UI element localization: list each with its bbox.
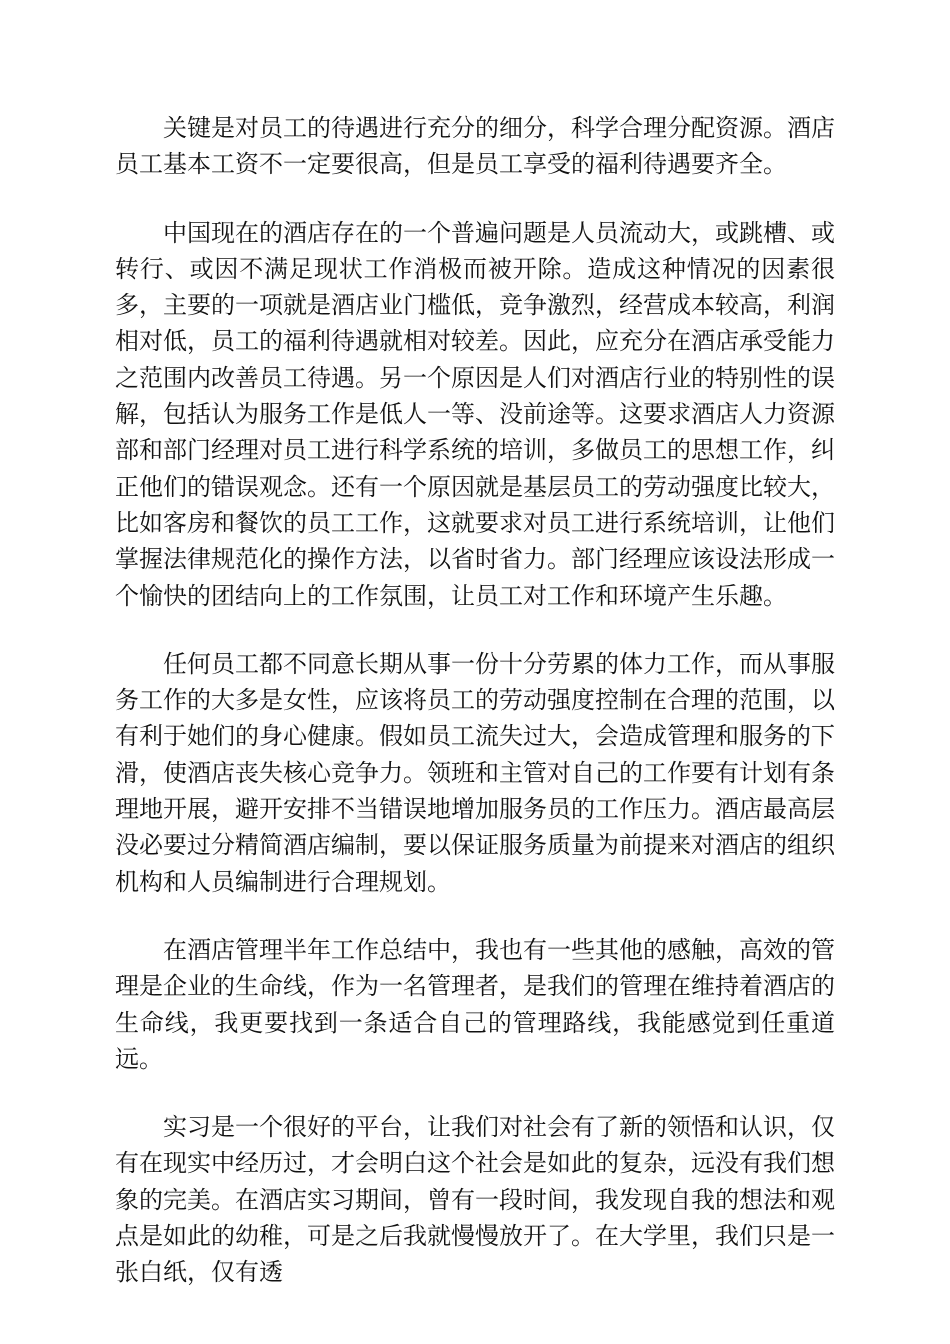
paragraph-4: 在酒店管理半年工作总结中，我也有一些其他的感触，高效的管理是企业的生命线，作为一名管理者，是我们的管理在维持着酒店的生命线，我更要找到一条适合自己的管理路线，我能感觉到任重道远。 xyxy=(115,935,835,1073)
paragraph-1: 关键是对员工的待遇进行充分的细分，科学合理分配资源。酒店员工基本工资不一定要很高，但是员工享受的福利待遇要齐全。 xyxy=(115,114,835,179)
paragraph-2: 中国现在的酒店存在的一个普遍问题是人员流动大，或跳槽、或转行、或因不满足现状工作消极而被开除。造成这种情况的因素很多，主要的一项就是酒店业门槛低，竞争激烈，经营成本较高，利润相对低，员工的福利待遇就相对较差。因此，应充分在酒店承受能力之范围内改善员工待遇。另一个原因是人们对酒店行业的特别性的误解，包括认为服务工作是低人一等、没前途等。这要求酒店人力资源部和部门经理对员工进行科学系统的培训，多做员工的思想工作，纠正他们的错误观念。还有一个原因就是基层员工的劳动强度比较大，比如客房和餐饮的员工工作，这就要求对员工进行系统培训，让他们掌握法律规范化的操作方法，以省时省力。部门经理应该设法形成一个愉快的团结向上的工作氛围，让员工对工作和环境产生乐趣。 xyxy=(115,218,835,610)
document-body xyxy=(115,110,835,1323)
paragraph-3: 任何员工都不同意长期从事一份十分劳累的体力工作，而从事服务工作的大多是女性，应该将员工的劳动强度控制在合理的范围，以有利于她们的身心健康。假如员工流失过大，会造成管理和服务的下滑，使酒店丧失核心竞争力。领班和主管对自己的工作要有计划有条理地开展，避开安排不当错误地增加服务员的工作压力。酒店最高层没必要过分精简酒店编制，要以保证服务质量为前提来对酒店的组织机构和人员编制进行合理规划。 xyxy=(115,649,835,896)
paragraph-5: 实习是一个很好的平台，让我们对社会有了新的领悟和认识，仅有在现实中经历过，才会明白这个社会是如此的复杂，远没有我们想象的完美。在酒店实习期间，曾有一段时间，我发现自我的想法和观点是如此的幼稚，可是之后我就慢慢放开了。在大学里，我们只是一张白纸，仅有透 xyxy=(115,1113,835,1287)
